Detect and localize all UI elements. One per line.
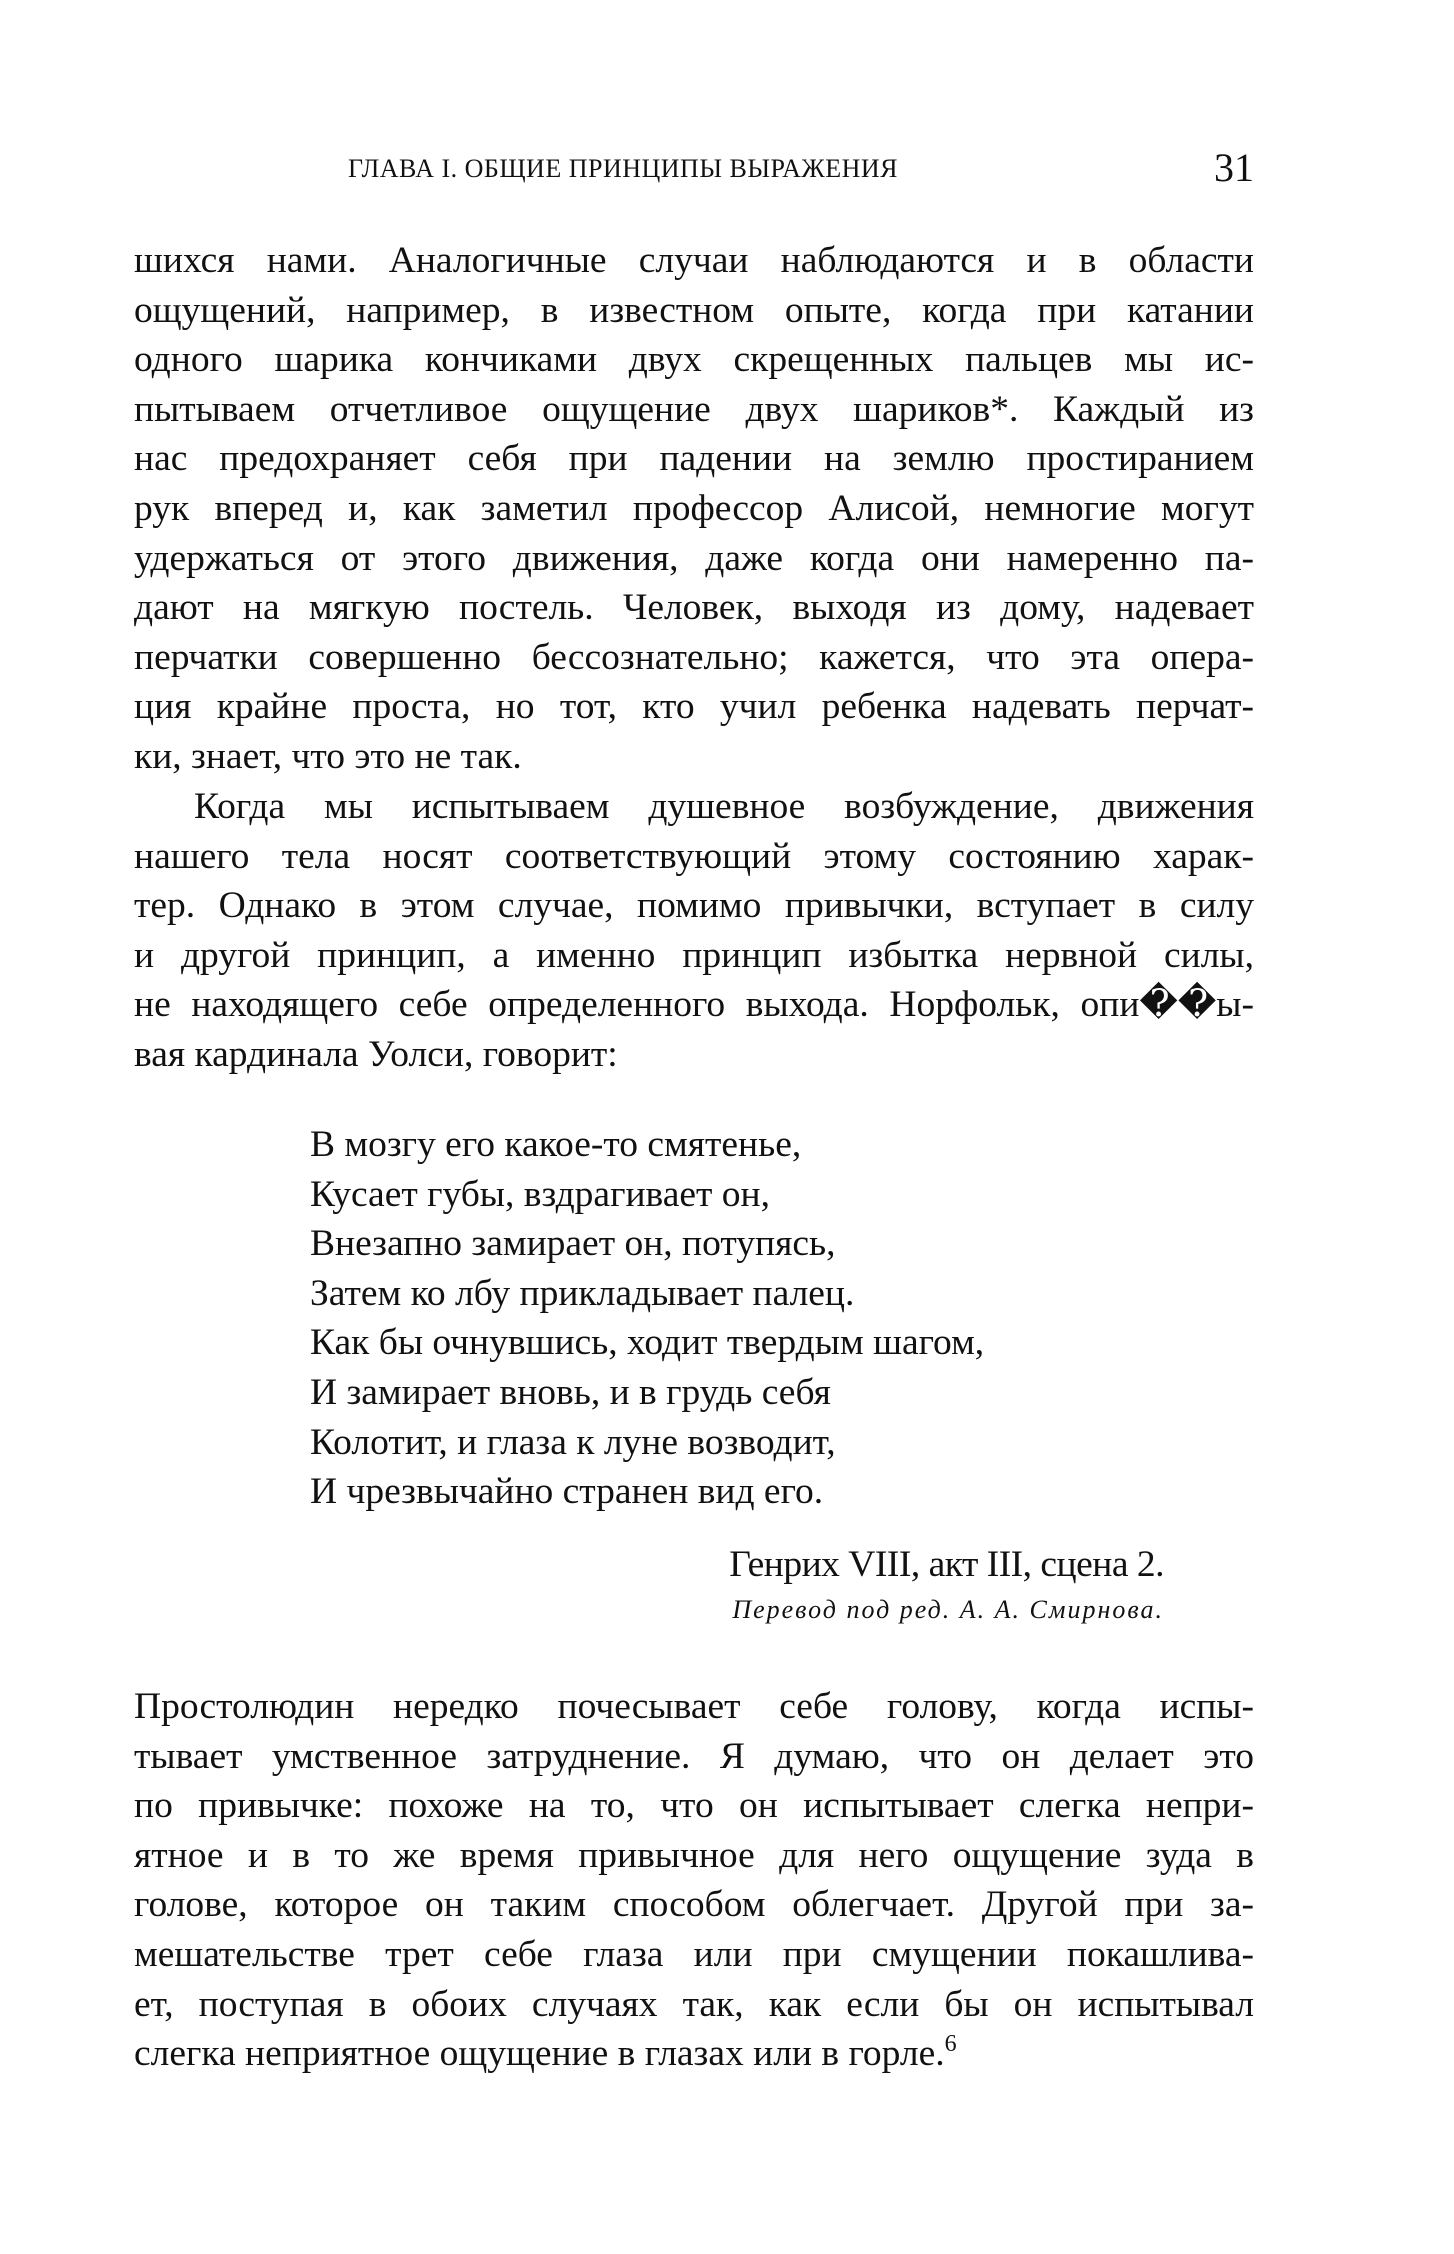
text-line: не находящего себе определенного выхода. Норфольк, опи��ы- [134,984,1254,1026]
text-line: ятное и в то же время привычное для него ощущение зуда в [134,1834,1254,1876]
footnote-marker[interactable]: 6 [944,2031,957,2058]
paragraph-1 [134,236,1254,782]
poem-line: В мозгу его какое-то смятенье, [310,1124,802,1165]
text-line: перчатки совершенно бессознательно; кажется, что эта опера- [134,636,1254,678]
text-line: ощущений, например, в известном опыте, когда при катании [134,289,1254,331]
text-line-with-footnote [134,2029,1254,2079]
quote-source-translator: Перевод под ред. А. А. Смирнова. [732,1595,1164,1624]
poem-line: Затем ко лбу прикладывает палец. [310,1272,855,1314]
text-line: пытываем отчетливое ощущение двух шариков*. Каждый из [134,388,1254,430]
text-line: ция крайне проста, но тот, кто учил ребенка надевать перчат- [134,686,1254,728]
text-line: тывает умственное затруднение. Я думаю, что он делает это [134,1735,1254,1777]
text-line: Когда мы испытываем душевное возбуждение, движения [194,786,1254,827]
text-line: нас предохраняет себя при падении на землю простиранием [134,438,1254,480]
quote-source [729,1540,1164,1630]
text-line: тер. Однако в этом случае, помимо привычки, вступает в силу [134,885,1254,927]
poem-line: Кусает губы, вздрагивает он, [310,1173,770,1215]
text-line: мешательстве трет себе глаза или при смущении покашлива- [134,1933,1254,1975]
text-line: голове, которое он таким способом облегчает. Другой при за- [134,1884,1254,1926]
text-line: и другой принцип, а именно принцип избытка нервной силы, [134,934,1254,976]
text-line: нашего тела носят соответствующий этому состоянию харак- [134,835,1254,877]
running-head [134,145,1254,192]
page-number: 31 [1214,145,1254,190]
quote-source-play: Генрих VIII, акт III, сцена 2. [729,1544,1164,1585]
text-line: вая кардинала Уолси, говорит: [134,1033,618,1075]
text-line: по привычке: похоже на то, что он испытывает слегка непри- [134,1785,1254,1827]
text-line: рук вперед и, как заметил профессор Алисой, немногие могут [134,487,1254,529]
text-line: ки, знает, что это не так. [134,735,522,777]
text-line: шихся нами. Аналогичные случаи наблюдаются и в области [134,240,1254,281]
text-line: удержаться от этого движения, даже когда они намеренно па- [134,537,1254,579]
running-title: ГЛАВА I. ОБЩИЕ ПРИНЦИПЫ ВЫРАЖЕНИЯ [348,154,899,183]
poem-quote [310,1120,984,1517]
poem-line: И чрезвычайно странен вид его. [310,1471,824,1513]
paragraph-2 [134,782,1254,1080]
poem-line: Внезапно замирает он, потупясь, [310,1223,836,1265]
poem-line: Колотит, и глаза к луне возводит, [310,1421,836,1463]
paragraph-3 [134,1682,1254,2079]
poem-line: И замирает вновь, и в грудь себя [310,1371,831,1413]
text-line: дают на мягкую постель. Человек, выходя из дому, надевает [134,587,1254,629]
text-line: слегка неприятное ощущение в глазах или в горле. [134,2033,945,2075]
poem-line: Как бы очнувшись, ходит твердым шагом, [310,1322,985,1364]
text-line: ет, поступая в обоих случаях так, как если бы он испытывал [134,1983,1254,2025]
text-line: одного шарика кончиками двух скрещенных пальцев мы ис- [134,339,1254,381]
text-line: Простолюдин нередко почесывает себе голову, когда испы- [134,1686,1254,1727]
